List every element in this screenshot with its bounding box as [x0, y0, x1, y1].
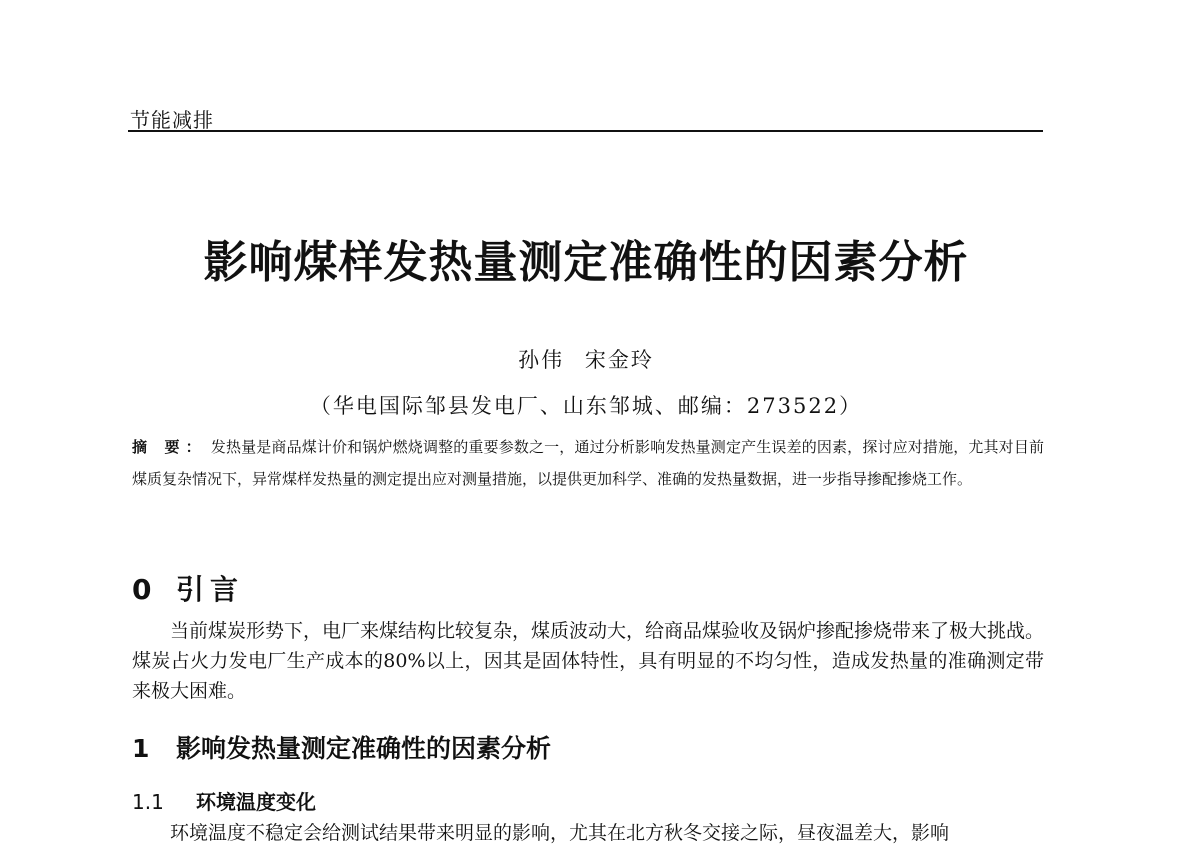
article-title: 影响煤样发热量测定准确性的因素分析	[203, 237, 969, 288]
author-affiliation: （华电国际邹县发电厂、山东邹城、邮编：273522）	[309, 394, 863, 418]
section-heading-factor-analysis	[132, 729, 551, 765]
abstract-text: 发热量是商品煤计价和锅炉燃烧调整的重要参数之一，通过分析影响发热量测定产生误差的因素，探讨应对措施，尤其对目前煤质复杂情况下，异常煤样发热量的测定提出应对测量措施，以提供更加科学、准确的发热量数据，进一步指导掺配掺烧工作。	[132, 438, 1044, 488]
subsection-heading-temperature	[132, 786, 316, 815]
temperature-paragraph: 环境温度不稳定会给测试结果带来明显的影响，尤其在北方秋冬交接之际，昼夜温差大，影响	[170, 822, 950, 844]
abstract-block	[132, 431, 1044, 495]
section-number: 1	[132, 734, 150, 763]
section-number: 0	[132, 573, 158, 606]
subsection-title: 环境温度变化	[196, 790, 316, 814]
subsection-number: 1.1	[132, 790, 164, 814]
section-heading-introduction	[132, 568, 244, 608]
section-title: 引言	[176, 573, 245, 606]
introduction-paragraph: 当前煤炭形势下，电厂来煤结构比较复杂，煤质波动大，给商品煤验收及锅炉掺配掺烧带来了极大挑战。煤炭占火力发电厂生产成本的80%以上，因其是固体特性，具有明显的不均匀性，造成发热量的准确测定带来极大困难。	[132, 620, 1045, 702]
abstract-label: 摘 要：	[132, 438, 207, 456]
header-divider	[128, 130, 1043, 132]
article-authors: 孙伟 宋金玲	[518, 348, 654, 372]
journal-section-label: 节能减排	[130, 108, 214, 132]
section-title: 影响发热量测定准确性的因素分析	[176, 734, 552, 763]
